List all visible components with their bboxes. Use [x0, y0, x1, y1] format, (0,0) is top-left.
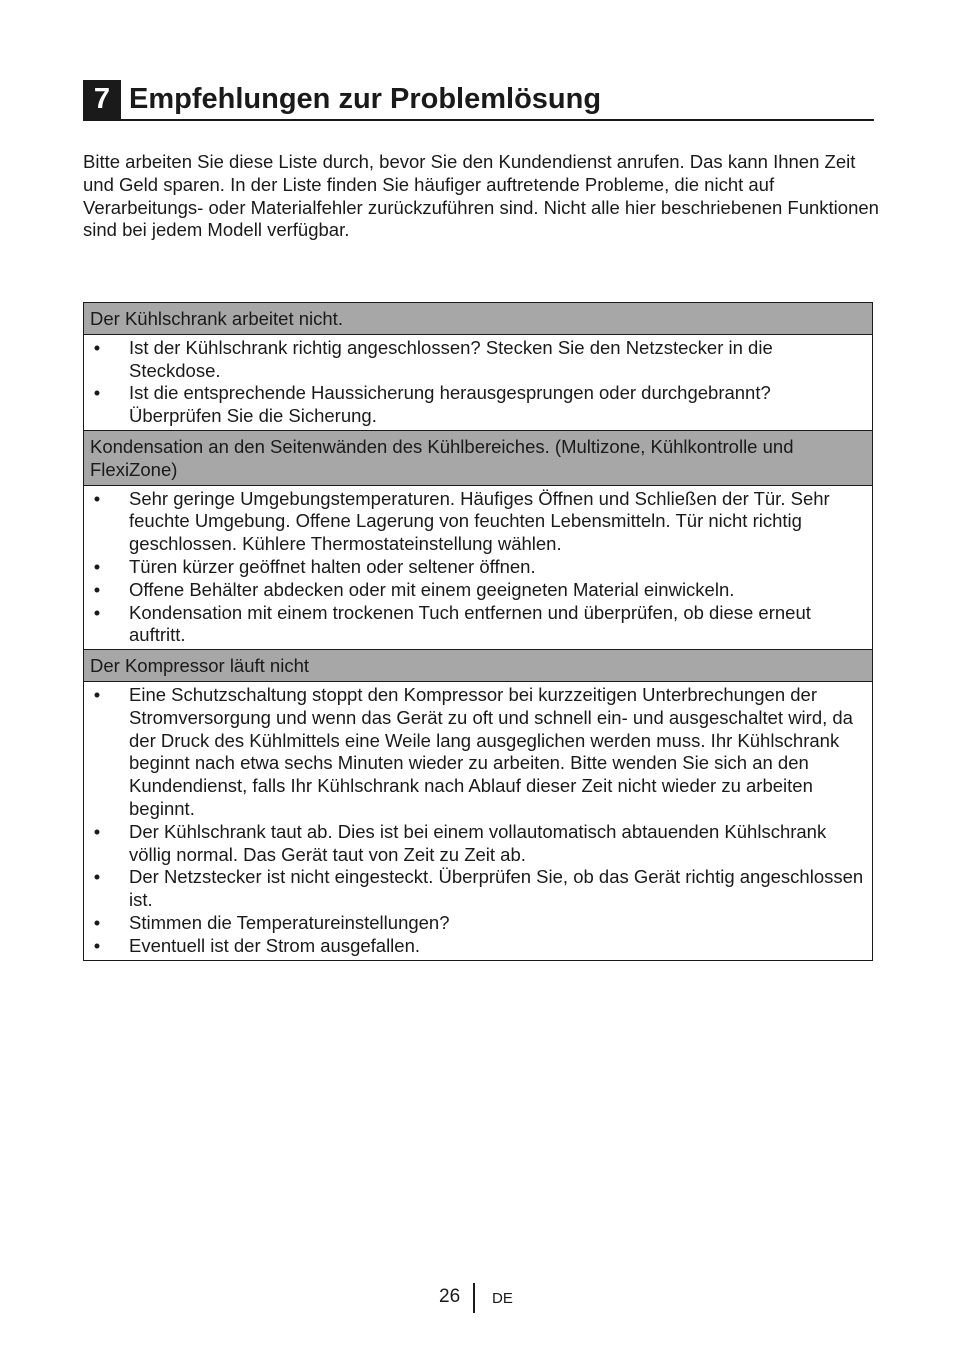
- bullet-icon: •: [93, 601, 101, 623]
- intro-paragraph: Bitte arbeiten Sie diese Liste durch, bevor Sie den Kundendienst anrufen. Das kann Ihnen Zeit und Geld sparen. In der Liste finden Sie häufiger auftretende Probleme, die nicht auf Verarbeitungs- oder Materialfehler zurückzuführen sind. Nicht alle hier beschriebenen Funktionen sind bei jedem Modell verfügbar.: [83, 151, 879, 241]
- solutions-row: [84, 334, 873, 430]
- solution-item: [90, 579, 868, 602]
- solution-text: Eventuell ist der Strom ausgefallen.: [129, 934, 421, 956]
- solution-list: [90, 488, 868, 648]
- bullet-icon: •: [93, 382, 101, 404]
- problem-title: Kondensation an den Seitenwänden des Kühlbereiches. (Multizone, Kühlkontrolle und FlexiZone): [84, 430, 873, 485]
- solution-item: [90, 556, 868, 579]
- solutions-cell: [84, 485, 873, 650]
- solution-text: Der Kühlschrank taut ab. Dies ist bei einem vollautomatisch abtauenden Kühlschrank völlig normal. Das Gerät taut von Zeit zu Zeit ab.: [129, 820, 827, 865]
- solution-item: [90, 382, 868, 428]
- language-code: DE: [492, 1290, 513, 1307]
- solution-text: Ist die entsprechende Haussicherung herausgesprungen oder durchgebrannt? Überprüfen Sie die Sicherung.: [129, 382, 771, 427]
- page-number: 26: [439, 1286, 461, 1307]
- solution-item: [90, 935, 868, 958]
- bullet-icon: •: [93, 578, 101, 600]
- solutions-row: [84, 485, 873, 650]
- solution-text: Offene Behälter abdecken oder mit einem geeigneten Material einwickeln.: [129, 578, 735, 600]
- chapter-heading: [83, 80, 874, 121]
- solutions-row: [84, 681, 873, 960]
- problem-row: [84, 430, 873, 485]
- bullet-icon: •: [93, 487, 101, 509]
- problem-title: Der Kompressor läuft nicht: [84, 650, 873, 682]
- solution-item: [90, 488, 868, 556]
- solution-text: Türen kürzer geöffnet halten oder seltener öffnen.: [129, 555, 536, 577]
- solution-item: [90, 602, 868, 648]
- solution-text: Kondensation mit einem trockenen Tuch entfernen und überprüfen, ob diese erneut auftritt.: [129, 601, 811, 646]
- solutions-cell: [84, 334, 873, 430]
- solution-text: Sehr geringe Umgebungstemperaturen. Häufiges Öffnen und Schließen der Tür. Sehr feuchte Umgebung. Offene Lagerung von feuchten Lebensmitteln. Tür nicht richtig geschlossen. Kühlere Thermostateinstellung wählen.: [129, 487, 830, 555]
- problem-row: [84, 650, 873, 682]
- chapter-title: Empfehlungen zur Problemlösung: [129, 83, 602, 115]
- solution-text: Ist der Kühlschrank richtig angeschlossen? Stecken Sie den Netzstecker in die Steckdose.: [129, 336, 773, 381]
- problem-row: [84, 303, 873, 335]
- bullet-icon: •: [93, 911, 101, 933]
- solution-item: [90, 912, 868, 935]
- solution-text: Der Netzstecker ist nicht eingesteckt. Überprüfen Sie, ob das Gerät richtig angeschlossen ist.: [129, 866, 864, 911]
- solution-item: [90, 821, 868, 867]
- bullet-icon: •: [93, 683, 101, 705]
- solution-list: [90, 684, 868, 958]
- problem-title: Der Kühlschrank arbeitet nicht.: [84, 303, 873, 335]
- footer-divider: [473, 1283, 475, 1313]
- troubleshooting-table: [83, 302, 873, 961]
- bullet-icon: •: [93, 555, 101, 577]
- solution-text: Stimmen die Temperatureinstellungen?: [129, 911, 450, 933]
- solution-item: [90, 866, 868, 912]
- solution-item: [90, 337, 868, 383]
- solution-text: Eine Schutzschaltung stoppt den Kompressor bei kurzzeitigen Unterbrechungen der Stromversorgung und wenn das Gerät zu oft und schnell ein- und ausgeschaltet wird, da der Druck des Kühlmittels eine Weile lang ausgeglichen werden muss. Ihr Kühlschrank beginnt nach etwa sechs Minuten wieder zu arbeiten. Bitte wenden Sie sich an den Kundendienst, falls Ihr Kühlschrank nach Ablauf dieser Zeit nicht wieder zu arbeiten beginnt.: [129, 683, 853, 819]
- solution-list: [90, 337, 868, 428]
- solution-item: [90, 684, 868, 821]
- solutions-cell: [84, 681, 873, 960]
- chapter-number: 7: [83, 80, 121, 119]
- bullet-icon: •: [93, 336, 101, 358]
- bullet-icon: •: [93, 934, 101, 956]
- bullet-icon: •: [93, 866, 101, 888]
- bullet-icon: •: [93, 820, 101, 842]
